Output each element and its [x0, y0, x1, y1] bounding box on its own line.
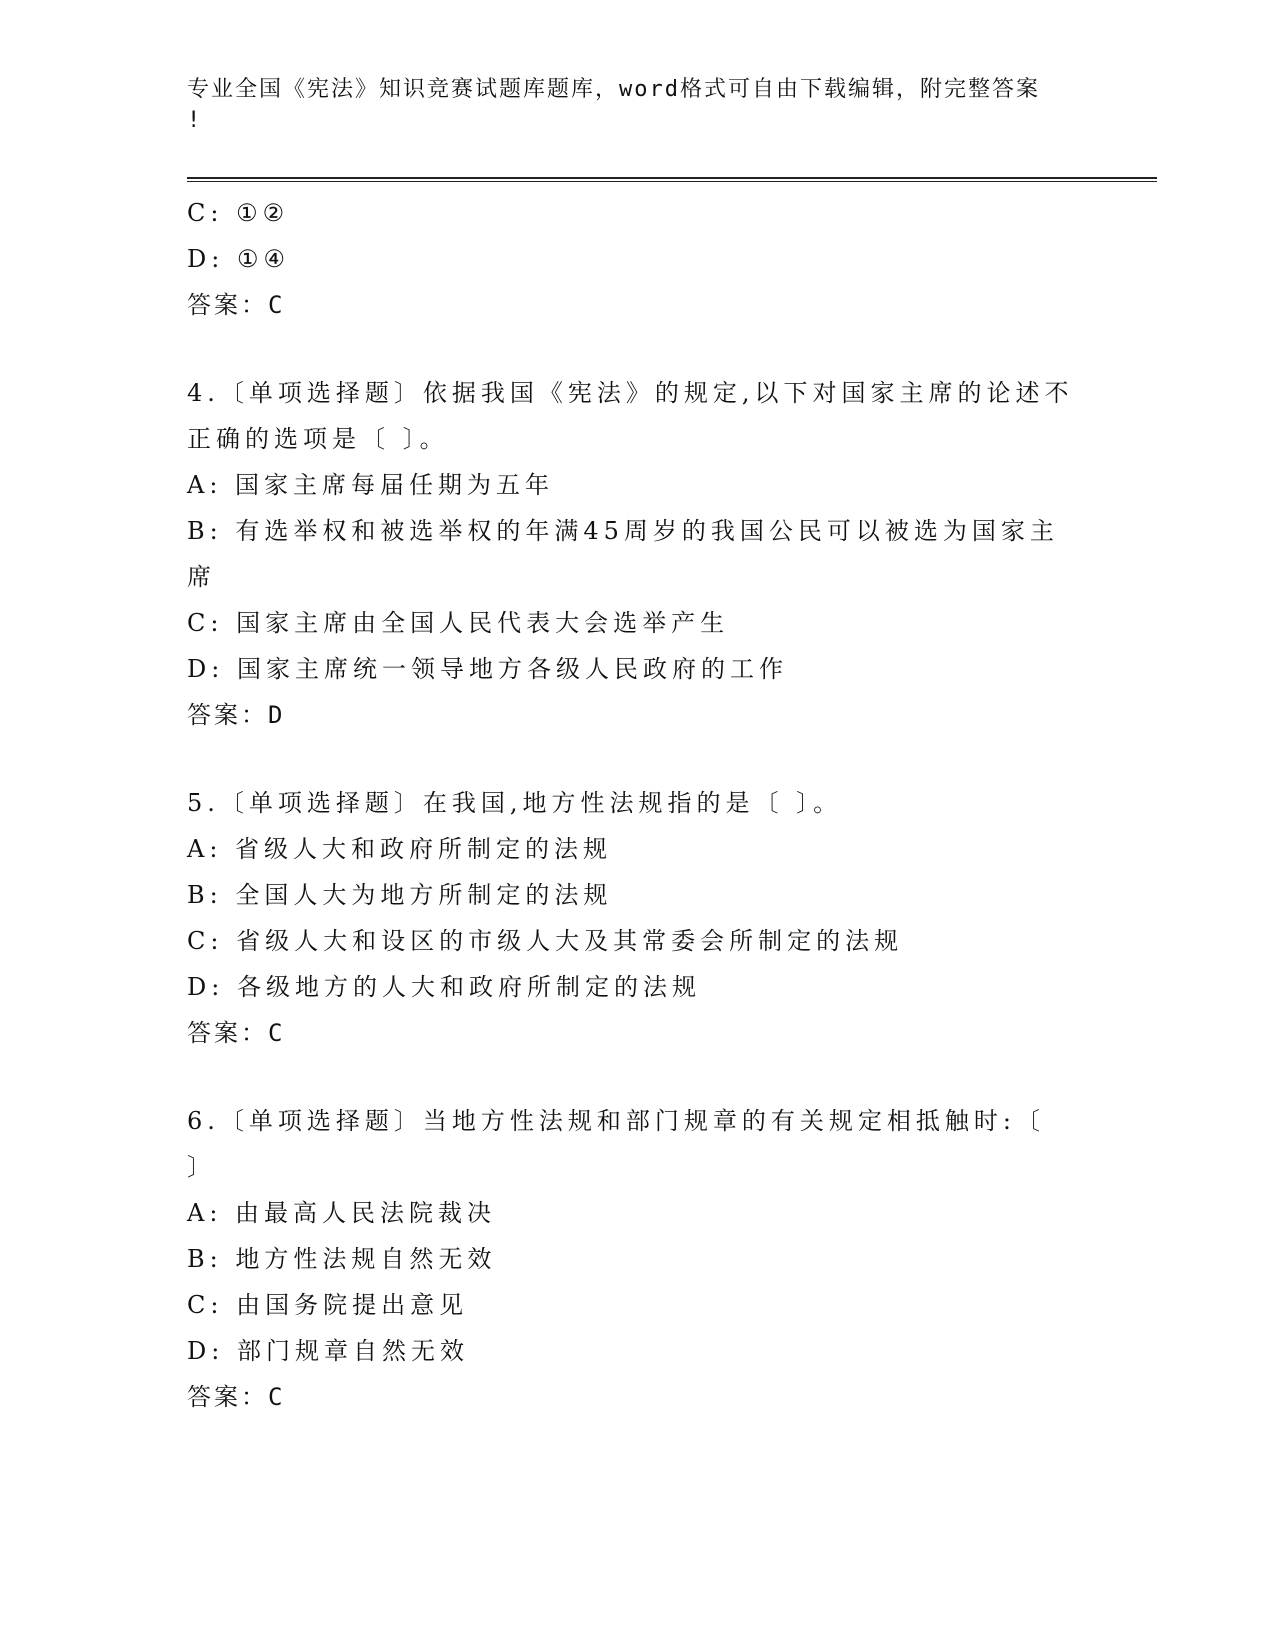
- option-a: A: 国家主席每届任期为五年: [187, 471, 555, 499]
- question-stem-continuation: 正确的选项是〔 〕。: [187, 425, 449, 453]
- answer-label: 答案：: [187, 1383, 268, 1411]
- answer-value: C: [268, 1019, 286, 1047]
- question-3: [187, 190, 1087, 328]
- answer: [187, 1010, 1087, 1056]
- question-stem: 4.〔单项选择题〕依据我国《宪法》的规定,以下对国家主席的论述不: [187, 379, 1074, 407]
- option-d: D: 各级地方的人大和政府所制定的法规: [187, 973, 701, 1001]
- document-header: [187, 74, 1067, 136]
- option-d: D: ①④: [187, 245, 290, 273]
- answer-label: 答案：: [187, 291, 268, 319]
- header-title-continuation: !: [187, 108, 203, 133]
- question-4: [187, 370, 1087, 738]
- answer-label: 答案：: [187, 701, 268, 729]
- question-6: [187, 1098, 1087, 1420]
- option-d: D: 部门规章自然无效: [187, 1337, 469, 1365]
- question-list: [187, 190, 1087, 1420]
- question-stem: 6.〔单项选择题〕当地方性法规和部门规章的有关规定相抵触时:〔: [187, 1107, 1045, 1135]
- answer: [187, 282, 1087, 328]
- answer: [187, 1374, 1087, 1420]
- option-a: A: 由最高人民法院裁决: [187, 1199, 497, 1227]
- answer: [187, 692, 1087, 738]
- option-c: C: ①②: [187, 199, 290, 227]
- option-b: B: 有选举权和被选举权的年满45周岁的我国公民可以被选为国家主: [187, 517, 1059, 545]
- option-d: D: 国家主席统一领导地方各级人民政府的工作: [187, 655, 788, 683]
- option-c: C: 由国务院提出意见: [187, 1291, 469, 1319]
- answer-value: C: [268, 291, 286, 319]
- answer-value: D: [268, 701, 286, 729]
- option-b-continuation: 席: [187, 563, 216, 591]
- answer-label: 答案：: [187, 1019, 268, 1047]
- option-c: C: 省级人大和设区的市级人大及其常委会所制定的法规: [187, 927, 904, 955]
- option-b: B: 地方性法规自然无效: [187, 1245, 497, 1273]
- header-title: 专业全国《宪法》知识竞赛试题库题库，word格式可自由下载编辑，附完整答案: [187, 77, 1040, 102]
- question-stem-continuation: 〕: [187, 1153, 216, 1181]
- question-stem: 5.〔单项选择题〕在我国,地方性法规指的是〔 〕。: [187, 789, 843, 817]
- option-c: C: 国家主席由全国人民代表大会选举产生: [187, 609, 730, 637]
- option-a: A: 省级人大和政府所制定的法规: [187, 835, 613, 863]
- option-b: B: 全国人大为地方所制定的法规: [187, 881, 613, 909]
- header-rule-thick: [187, 177, 1157, 179]
- answer-value: C: [268, 1383, 286, 1411]
- question-5: [187, 780, 1087, 1056]
- header-rule-thin: [187, 181, 1157, 182]
